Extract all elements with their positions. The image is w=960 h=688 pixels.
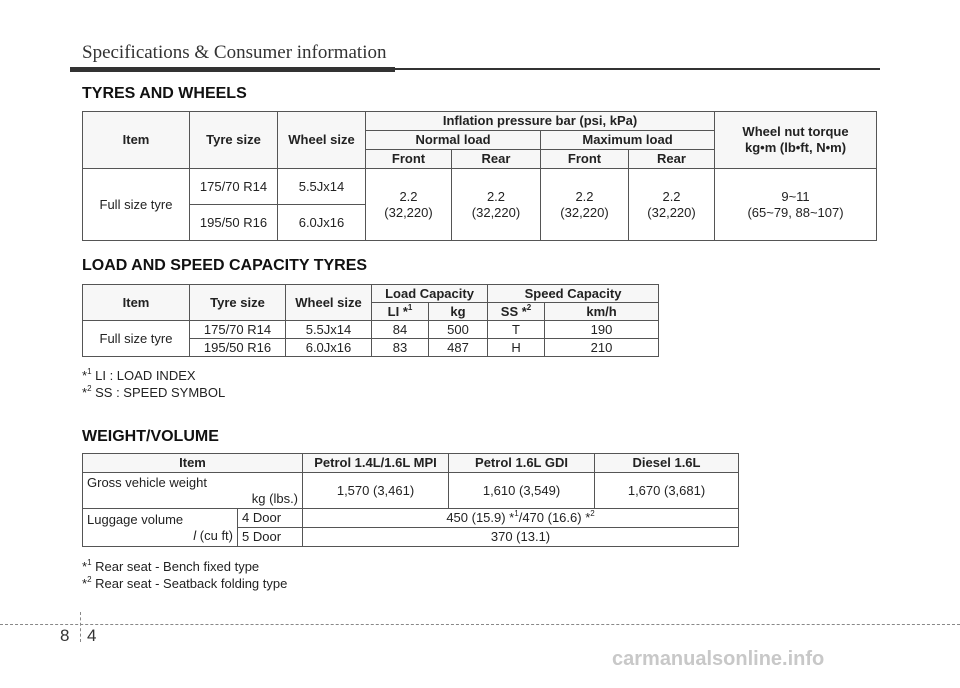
load-col-kg: kg (429, 303, 488, 321)
pressure-max-rear: 2.2 (32,220) (629, 169, 715, 241)
pressure-normal-rear: 2.2 (32,220) (452, 169, 541, 241)
load-tyre-size-2: 195/50 R16 (190, 339, 286, 357)
weight-note-seatback: *$^2$ Rear seat - Seatback folding type (82, 575, 288, 591)
load-kg-1: 500 (429, 321, 488, 339)
weight-col-petrol-gdi: Petrol 1.6L GDI (449, 454, 595, 473)
load-li-1: 84 (372, 321, 429, 339)
gross-weight-diesel: 1,670 (3,681) (595, 473, 739, 509)
footer-rule (0, 624, 960, 625)
gross-weight-petrol-gdi: 1,610 (3,549) (449, 473, 595, 509)
load-wheel-size-2: 6.0Jx16 (286, 339, 372, 357)
weight-volume-table (82, 453, 739, 547)
load-note-li: *$^1$ LI : LOAD INDEX (82, 367, 196, 383)
tyres-col-normal: Normal load (366, 131, 541, 150)
load-kmh-2: 210 (545, 339, 659, 357)
tyres-wheel-size-2: 6.0Jx16 (278, 205, 366, 241)
tyres-col-normal-front: Front (366, 150, 452, 169)
page-section-number: 8 (60, 626, 70, 645)
luggage-volume-label: Luggage volume l (cu ft) (83, 509, 238, 547)
weight-col-diesel: Diesel 1.6L (595, 454, 739, 473)
page-header-title: Specifications & Consumer information (82, 42, 387, 63)
page-number: 4 (87, 626, 97, 645)
tyres-col-tyre-size: Tyre size (190, 112, 278, 169)
tyres-col-torque: Wheel nut torque kg•m (lb•ft, N•m) (715, 112, 877, 169)
tyres-row-item: Full size tyre (83, 169, 190, 241)
load-col-tyre-size: Tyre size (190, 285, 286, 321)
pressure-max-front: 2.2 (32,220) (541, 169, 629, 241)
gross-weight-petrol-mpi: 1,570 (3,461) (303, 473, 449, 509)
load-kg-2: 487 (429, 339, 488, 357)
load-col-li: LI *$^1$ (372, 303, 429, 321)
load-speed-table (82, 284, 659, 357)
weight-section-title: WEIGHT/VOLUME (82, 428, 219, 445)
load-li-2: 83 (372, 339, 429, 357)
pressure-normal-front: 2.2 (32,220) (366, 169, 452, 241)
load-note-ss: *$^2$ SS : SPEED SYMBOL (82, 384, 226, 400)
tyres-table (82, 111, 877, 241)
tyres-col-max-front: Front (541, 150, 629, 169)
tyres-tyre-size-1: 175/70 R14 (190, 169, 278, 205)
luggage-5-door-label: 5 Door (238, 528, 303, 547)
load-ss-1: T (488, 321, 545, 339)
load-ss-2: H (488, 339, 545, 357)
luggage-5-door-value: 370 (13.1) (303, 528, 739, 547)
load-col-kmh: km/h (545, 303, 659, 321)
tyres-tyre-size-2: 195/50 R16 (190, 205, 278, 241)
weight-note-bench: *$^1$ Rear seat - Bench fixed type (82, 558, 260, 574)
load-col-load-capacity: Load Capacity (372, 285, 488, 303)
tyres-col-inflation: Inflation pressure bar (psi, kPa) (366, 112, 715, 131)
load-kmh-1: 190 (545, 321, 659, 339)
luggage-4-door-value: 450 (15.9) *$^1$/470 (16.6) *$^2$ (303, 509, 739, 528)
watermark: carmanualsonline.info (612, 648, 825, 670)
wheel-nut-torque-value: 9~11 (65~79, 88~107) (715, 169, 877, 241)
load-tyre-size-1: 175/70 R14 (190, 321, 286, 339)
tyres-section-title: TYRES AND WHEELS (82, 85, 247, 102)
footer-divider (80, 612, 81, 642)
gross-weight-label: Gross vehicle weight kg (lbs.) (83, 473, 303, 509)
load-row-item: Full size tyre (83, 321, 190, 357)
load-col-wheel-size: Wheel size (286, 285, 372, 321)
load-section-title: LOAD AND SPEED CAPACITY TYRES (82, 257, 368, 274)
tyres-col-item: Item (83, 112, 190, 169)
load-wheel-size-1: 5.5Jx14 (286, 321, 372, 339)
weight-col-petrol-mpi: Petrol 1.4L/1.6L MPI (303, 454, 449, 473)
tyres-wheel-size-1: 5.5Jx14 (278, 169, 366, 205)
load-col-item: Item (83, 285, 190, 321)
weight-col-item: Item (83, 454, 303, 473)
luggage-4-door-label: 4 Door (238, 509, 303, 528)
tyres-col-maximum: Maximum load (541, 131, 715, 150)
tyres-col-wheel-size: Wheel size (278, 112, 366, 169)
tyres-col-max-rear: Rear (629, 150, 715, 169)
load-col-ss: SS *$^2$ (488, 303, 545, 321)
header-bar (70, 67, 395, 72)
load-col-speed-capacity: Speed Capacity (488, 285, 659, 303)
header-rule (395, 68, 880, 70)
tyres-col-normal-rear: Rear (452, 150, 541, 169)
